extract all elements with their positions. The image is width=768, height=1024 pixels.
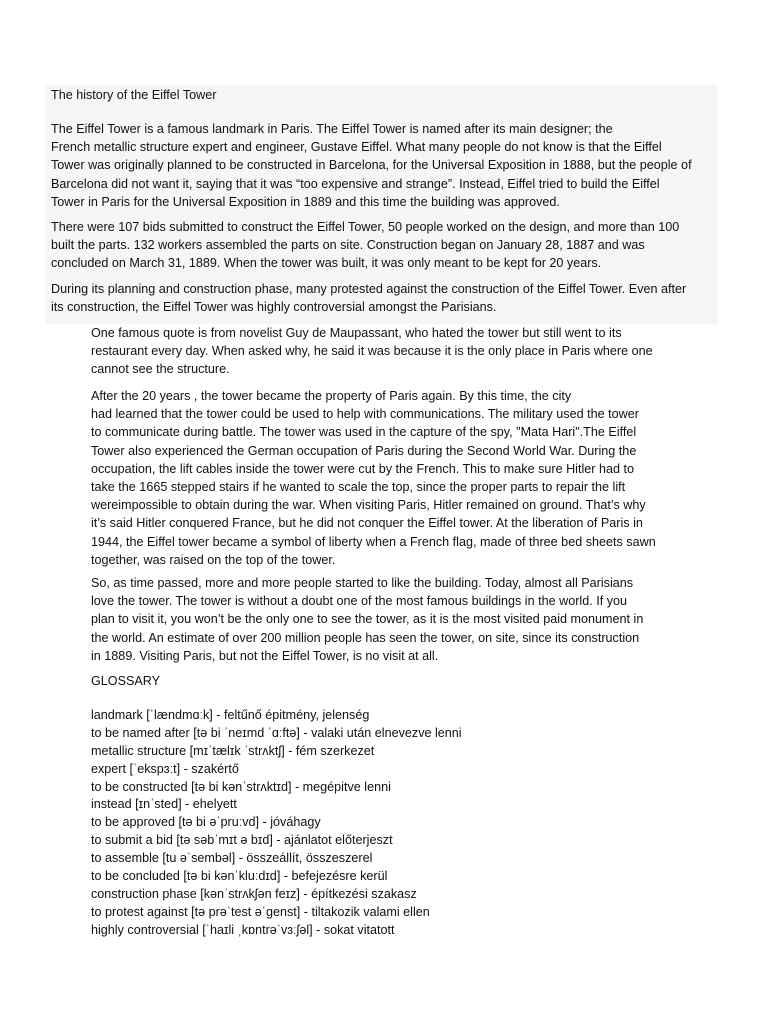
text-line: concluded on March 31, 1889. When the tower was built, it was only meant to be kept for 20 years. <box>51 256 602 271</box>
document-title: The history of the Eiffel Tower <box>51 88 217 102</box>
text-line: built the parts. 132 workers assembled the parts on site. Construction began on January 28, 1887 and was <box>51 238 645 253</box>
text-line: had learned that the tower could be used to help with communications. The military used the tower <box>91 407 639 422</box>
glossary-item: landmark [ˈlændmɑːk] - feltűnő épitmény, jelenség <box>91 708 370 722</box>
text-line: One famous quote is from novelist Guy de Maupassant, who hated the tower but still went to its <box>91 326 622 340</box>
text-line: Tower also experienced the German occupation of Paris during the Second World War. During the <box>91 443 637 458</box>
text-line: wereimpossible to obtain during the war. When visiting Paris, Hitler remained on ground. That’s why <box>91 498 646 513</box>
glossary-item: metallic structure [mɪˈtælɪk ˈstrʌktʃ] - fém szerkezet <box>91 743 375 758</box>
glossary-item: instead [ɪnˈsted] - ehelyett <box>91 797 237 812</box>
text-line: the world. An estimate of over 200 million people has seen the tower, on site, since its construction <box>91 630 640 645</box>
text-line: love the tower. The tower is without a doubt one of the most famous buildings in the world. If you <box>91 594 628 609</box>
glossary-item: expert [ˈekspɜːt] - szakértő <box>91 761 239 776</box>
text-line: occupation, the lift cables inside the tower were cut by the French. This to make sure Hitler had to <box>91 461 634 476</box>
text-line: cannot see the structure. <box>91 362 230 377</box>
text-line: its construction, the Eiffel Tower was highly controversial amongst the Parisians. <box>51 300 497 315</box>
text-line: Tower was originally planned to be constructed in Barcelona, for the Universal Exposition in 1888, but the people of <box>51 158 692 173</box>
glossary-item: to be approved [tə bi əˈpruːvd] - jóváhagy <box>91 815 321 830</box>
text-line: Barcelona did not want it, saying that it was “too expensive and strange”. Instead, Eiffel tried to build the Eiffel <box>51 176 660 191</box>
paragraph-today <box>91 574 643 665</box>
text-line: restaurant every day. When asked why, he said it was because it is the only place in Paris where one <box>91 344 653 359</box>
glossary-item: to protest against [tə prəˈtest əˈgenst] - tiltakozik valami ellen <box>91 904 430 919</box>
text-line: it’s said Hitler conquered France, but he did not conquer the Eiffel tower. At the liberation of Paris in <box>91 516 643 531</box>
glossary-item: construction phase [kənˈstrʌkʃən feɪz] - építkezési szakasz <box>91 886 417 901</box>
text-line: During its planning and construction phase, many protested against the construction of the Eiffel Tower. Even after <box>51 282 687 296</box>
glossary-heading: GLOSSARY <box>91 674 161 688</box>
text-line: in 1889. Visiting Paris, but not the Eiffel Tower, is no visit at all. <box>91 648 439 663</box>
text-line: plan to visit it, you won’t be the only one to see the tower, as it is the most visited paid monument in <box>91 612 644 627</box>
text-line: So, as time passed, more and more people started to like the building. Today, almost all Parisians <box>91 576 634 590</box>
text-line: together, was raised on the top of the tower. <box>91 552 336 567</box>
text-line: The Eiffel Tower is a famous landmark in Paris. The Eiffel Tower is named after its main designer; the <box>51 122 613 136</box>
glossary-item: to be constructed [tə bi kənˈstrʌktɪd] - megépitve lenni <box>91 779 391 794</box>
paragraph-intro <box>51 120 692 211</box>
glossary-list <box>91 707 462 940</box>
glossary-item: to be concluded [tə bi kənˈkluːdɪd] - befejezésre kerül <box>91 869 388 884</box>
text-line: 1944, the Eiffel tower became a symbol of liberty when a French flag, made of three bed sheets sawn <box>91 534 656 549</box>
text-line: to communicate during battle. The tower was used in the capture of the spy, "Mata Hari".The Eiffel <box>91 425 637 440</box>
text-line: French metallic structure expert and engineer, Gustave Eiffel. What many people do not know is that the Eiffel <box>51 140 662 155</box>
glossary-item: to submit a bid [tə səbˈmɪt ə bɪd] - ajánlatot előterjeszt <box>91 833 393 848</box>
text-line: take the 1665 stepped stairs if he wanted to scale the top, since the proper parts to repair the lift <box>91 480 626 495</box>
text-line: There were 107 bids submitted to construct the Eiffel Tower, 50 people worked on the design, and more than 100 <box>51 220 680 234</box>
paragraph-quote <box>91 324 653 379</box>
text-line: After the 20 years , the tower became the property of Paris again. By this time, the city <box>91 389 572 403</box>
paragraph-war-history <box>91 387 656 569</box>
paragraph-construction <box>51 218 679 273</box>
glossary-item: highly controversial [ˈhaɪli ˌkɒntrəˈvɜːʃəl] - sokat vitatott <box>91 922 395 937</box>
text-line: Tower in Paris for the Universal Exposition in 1889 and this time the building was approved. <box>51 194 560 209</box>
glossary-item: to be named after [tə bi ˈneɪmd ˈɑːftə] - valaki után elnevezve lenni <box>91 725 462 740</box>
glossary-item: to assemble [tu əˈsembəl] - összeállít, összeszerel <box>91 851 373 866</box>
paragraph-protest <box>51 280 686 316</box>
